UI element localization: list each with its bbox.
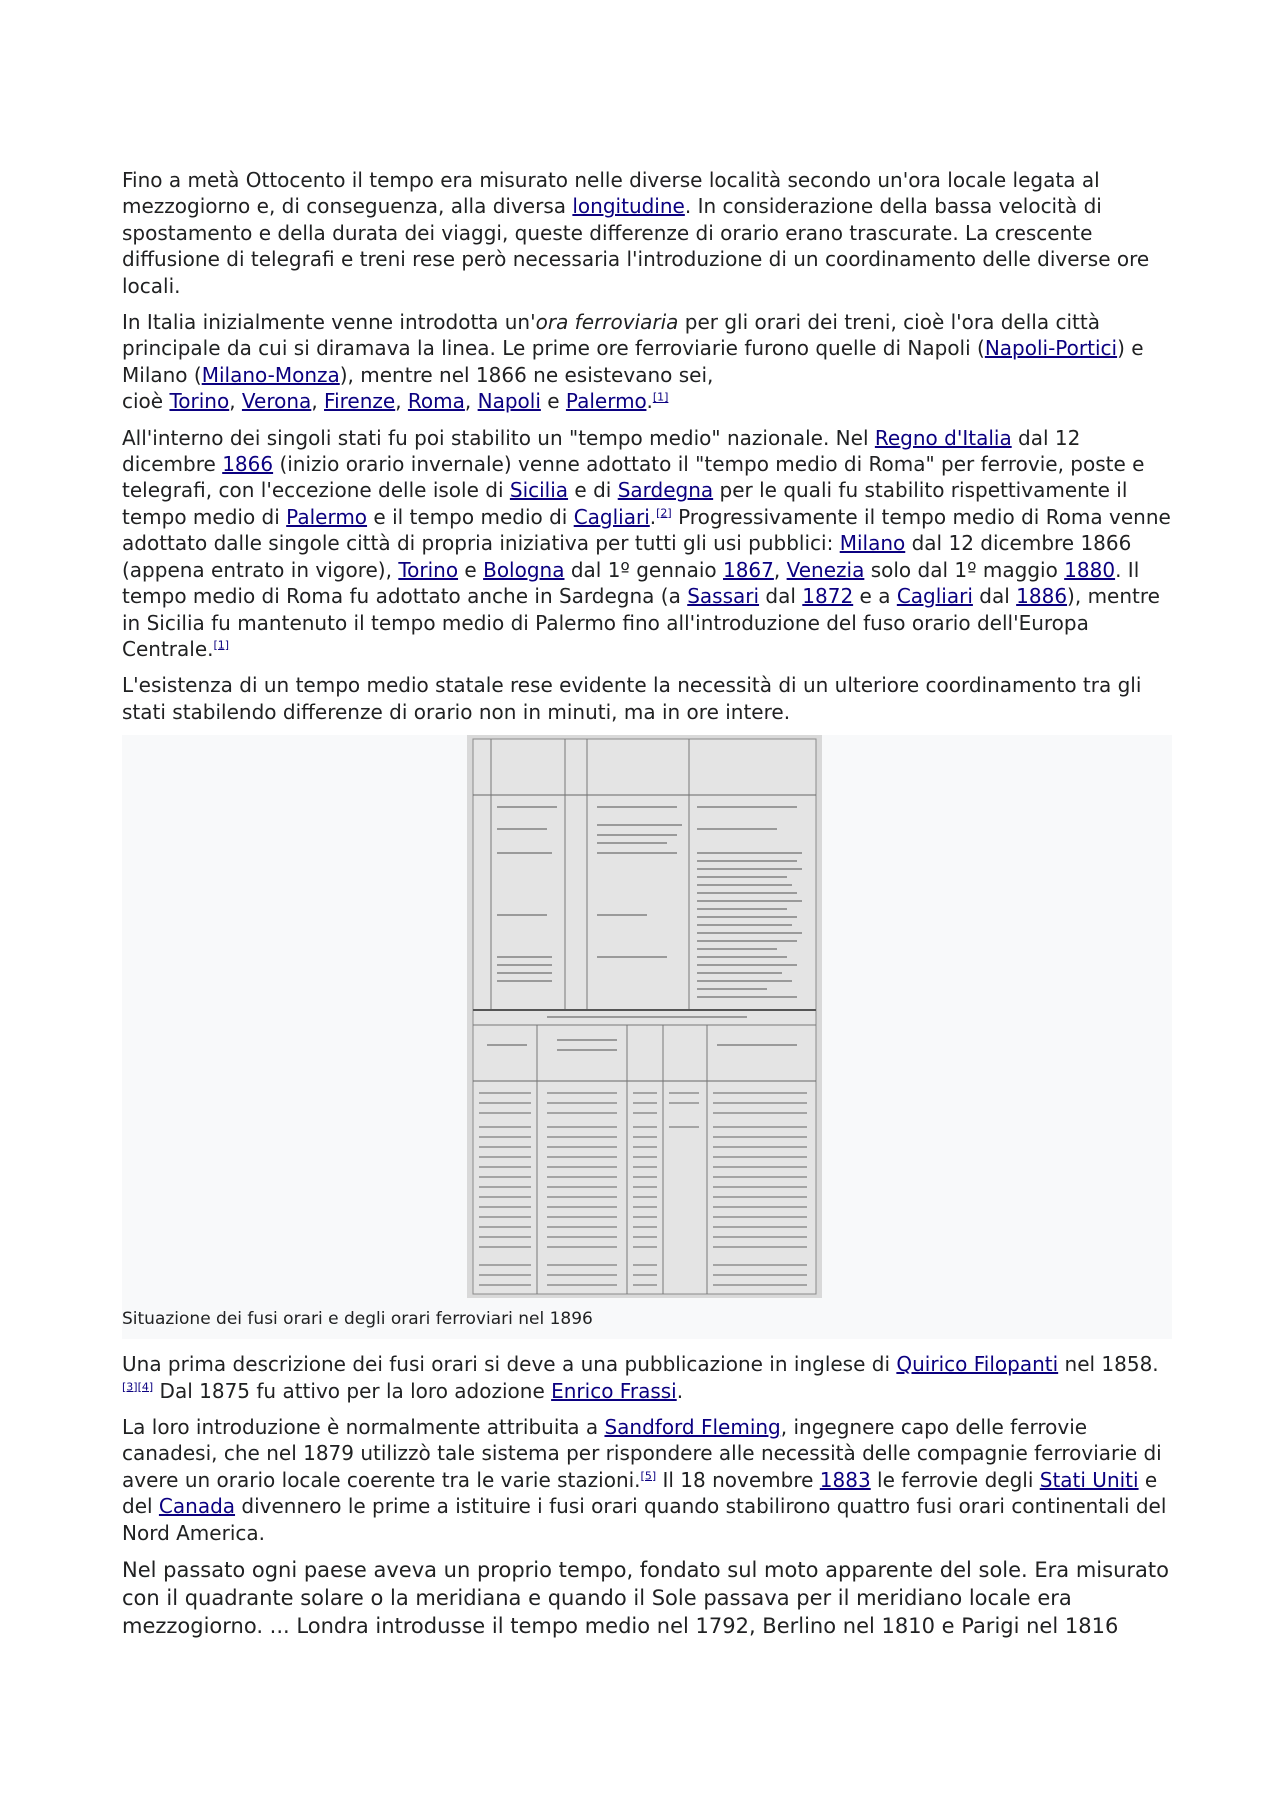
link-sandford-fleming[interactable]: Sandford Fleming — [604, 1414, 781, 1439]
ref-2[interactable]: [2] — [656, 506, 672, 520]
text: Nel passato ogni paese aveva un proprio tempo, fondato sul moto apparente del sole. Era misurato con il quadrante solare o la meridiana e quando il Sole passava per il meridiano locale era mezzogiorno. ... Londra introdusse il tempo medio nel 1792, Berlino nel 1810 e Parigi nel 1816 — [122, 1557, 1169, 1638]
paragraph-6 — [122, 1414, 1172, 1546]
text: (inizio orario invernale) venne adottato il "tempo medio di Roma" per ferrovie, poste e telegrafi, con l'eccezione delle isole di — [122, 452, 1145, 503]
link-stati-uniti[interactable]: Stati Uniti — [1039, 1467, 1139, 1492]
link-milano[interactable]: Milano — [839, 531, 906, 556]
link-milano-monza[interactable]: Milano-Monza — [201, 362, 340, 387]
text: dal 12 dicembre 1866 (appena entrato in vigore), — [122, 531, 1132, 582]
ref-1[interactable]: [1] — [213, 638, 230, 652]
text: dal 12 dicembre — [122, 425, 1081, 477]
text: dal — [972, 584, 1017, 609]
text: , — [311, 389, 325, 414]
quote-block — [122, 1556, 1172, 1640]
text: , — [395, 389, 408, 414]
text: ), mentre nel 1866 ne esistevano sei, — [339, 362, 714, 387]
text: In Italia inizialmente venne introdotta un' — [122, 310, 536, 335]
text: . — [646, 389, 653, 414]
ref-3[interactable]: [3] — [122, 1379, 138, 1393]
figure — [122, 735, 1172, 1339]
text: e del — [122, 1467, 1158, 1519]
link-cagliari[interactable]: Cagliari — [573, 504, 650, 529]
text: Fino a metà Ottocento il tempo era misurato nelle diverse località secondo un'ora locale legata al mezzogiorno e, di conseguenza, alla diversa — [122, 168, 1100, 219]
text: cioè — [122, 389, 170, 414]
link-venezia[interactable]: Venezia — [786, 557, 865, 582]
link-1883[interactable]: 1883 — [819, 1467, 871, 1492]
paragraph-3 — [122, 425, 1172, 663]
link-torino[interactable]: Torino — [398, 557, 459, 582]
link-quirico-filopanti[interactable]: Quirico Filopanti — [896, 1352, 1059, 1377]
text: ), mentre in Sicilia fu mantenuto il tempo medio di Palermo fino all'introduzione del fuso orario dell'Europa Centrale. — [122, 584, 1160, 661]
paragraph-5 — [122, 1351, 1172, 1404]
ref-1[interactable]: [1] — [652, 390, 669, 404]
text: e — [458, 557, 484, 582]
link-roma[interactable]: Roma — [407, 389, 465, 414]
paragraph-4 — [122, 672, 1172, 725]
text: L'esistenza di un tempo medio statale rese evidente la necessità di un ulteriore coordinamento tra gli stati stabilendo differenze di orario non in minuti, ma in ore intere. — [122, 673, 1142, 724]
link-longitudine[interactable]: longitudine — [572, 194, 685, 219]
text: , — [229, 389, 242, 414]
scanned-table-illustration — [467, 735, 822, 1298]
link-napoli-portici[interactable]: Napoli-Portici — [984, 336, 1118, 361]
text: , ingegnere capo delle ferrovie canadesi, che nel 1879 utilizzò tale sistema per rispondere alle necessità delle compagnie ferroviarie di avere un orario locale coerente tra le varie stazioni. — [122, 1414, 1162, 1492]
text: le ferrovie degli — [870, 1467, 1040, 1492]
paragraph-1 — [122, 167, 1172, 299]
text: . Il tempo medio di Roma fu adottato anche in Sardegna (a — [122, 557, 1140, 609]
text: ) e Milano ( — [122, 336, 1144, 387]
text: , — [773, 557, 787, 582]
article-body — [122, 167, 1172, 1650]
text: . In considerazione della bassa velocità di spostamento e della durata dei viaggi, queste differenze di orario erano trascurate. La crescente diffusione di telegrafi e treni rese però necessaria l'introduzione di un coordinamento delle diverse ore locali. — [122, 194, 1150, 298]
link-palermo[interactable]: Palermo — [565, 389, 647, 414]
link-1886[interactable]: 1886 — [1016, 584, 1068, 609]
figure-caption: Situazione dei fusi orari e degli orari ferroviari nel 1896 — [122, 1309, 593, 1330]
link-sardegna[interactable]: Sardegna — [617, 478, 714, 503]
text: Progressivamente il tempo medio di Roma venne adottato dalle singole città di propria iniziativa per tutti gli usi pubblici: — [122, 504, 1171, 556]
link-verona[interactable]: Verona — [241, 389, 312, 414]
text: Dal 1875 fu attivo per la loro adozione — [153, 1378, 552, 1403]
link-cagliari[interactable]: Cagliari — [896, 584, 973, 609]
link-1880[interactable]: 1880 — [1064, 557, 1116, 582]
link-bologna[interactable]: Bologna — [483, 557, 565, 582]
text: La loro introduzione è normalmente attribuita a — [122, 1414, 605, 1439]
link-regno-italia[interactable]: Regno d'Italia — [874, 425, 1012, 450]
link-napoli[interactable]: Napoli — [477, 389, 541, 414]
paragraph-7 — [122, 1556, 1172, 1640]
text: dal 1º gennaio — [564, 557, 723, 582]
text: . — [676, 1378, 684, 1403]
text: per gli orari dei treni, cioè l'ora della città principale da cui si diramava la linea. Le prime ore ferroviarie furono quelle di Napoli ( — [122, 310, 1100, 361]
link-enrico-frassi[interactable]: Enrico Frassi — [551, 1378, 677, 1403]
link-1866[interactable]: 1866 — [222, 452, 274, 477]
text: Il 18 novembre — [656, 1467, 820, 1492]
text: . — [649, 504, 657, 529]
text: Una prima descrizione dei fusi orari si deve a una pubblicazione in inglese di — [122, 1352, 897, 1377]
link-1867[interactable]: 1867 — [722, 557, 774, 582]
link-1872[interactable]: 1872 — [802, 584, 854, 609]
text: All'interno dei singoli stati fu poi stabilito un "tempo medio" nazionale. Nel — [122, 425, 875, 450]
link-firenze[interactable]: Firenze — [324, 389, 396, 414]
paragraph-2 — [122, 309, 1172, 415]
text: e di — [568, 478, 618, 503]
text: e a — [853, 584, 897, 609]
text: , — [464, 389, 478, 414]
text: e il tempo medio di — [367, 504, 574, 529]
text: divennero le prime a istituire i fusi orari quando stabilirono quattro fusi orari continentali del Nord America. — [122, 1494, 1167, 1545]
text: dal — [759, 584, 803, 609]
link-sassari[interactable]: Sassari — [687, 584, 760, 609]
ref-5[interactable]: [5] — [640, 1469, 657, 1483]
text: solo dal 1º maggio — [864, 557, 1065, 582]
link-palermo[interactable]: Palermo — [286, 504, 368, 529]
italic-term: ora ferroviaria — [535, 310, 679, 335]
link-canada[interactable]: Canada — [158, 1494, 236, 1519]
text: e — [540, 389, 566, 414]
link-torino[interactable]: Torino — [169, 389, 230, 414]
link-sicilia[interactable]: Sicilia — [509, 478, 569, 503]
ref-4[interactable]: [4] — [137, 1379, 154, 1393]
timezone-table-image[interactable] — [467, 735, 822, 1298]
text: per le quali fu stabilito rispettivamente il tempo medio di — [122, 478, 1128, 529]
text: nel 1858. — [1058, 1352, 1159, 1377]
